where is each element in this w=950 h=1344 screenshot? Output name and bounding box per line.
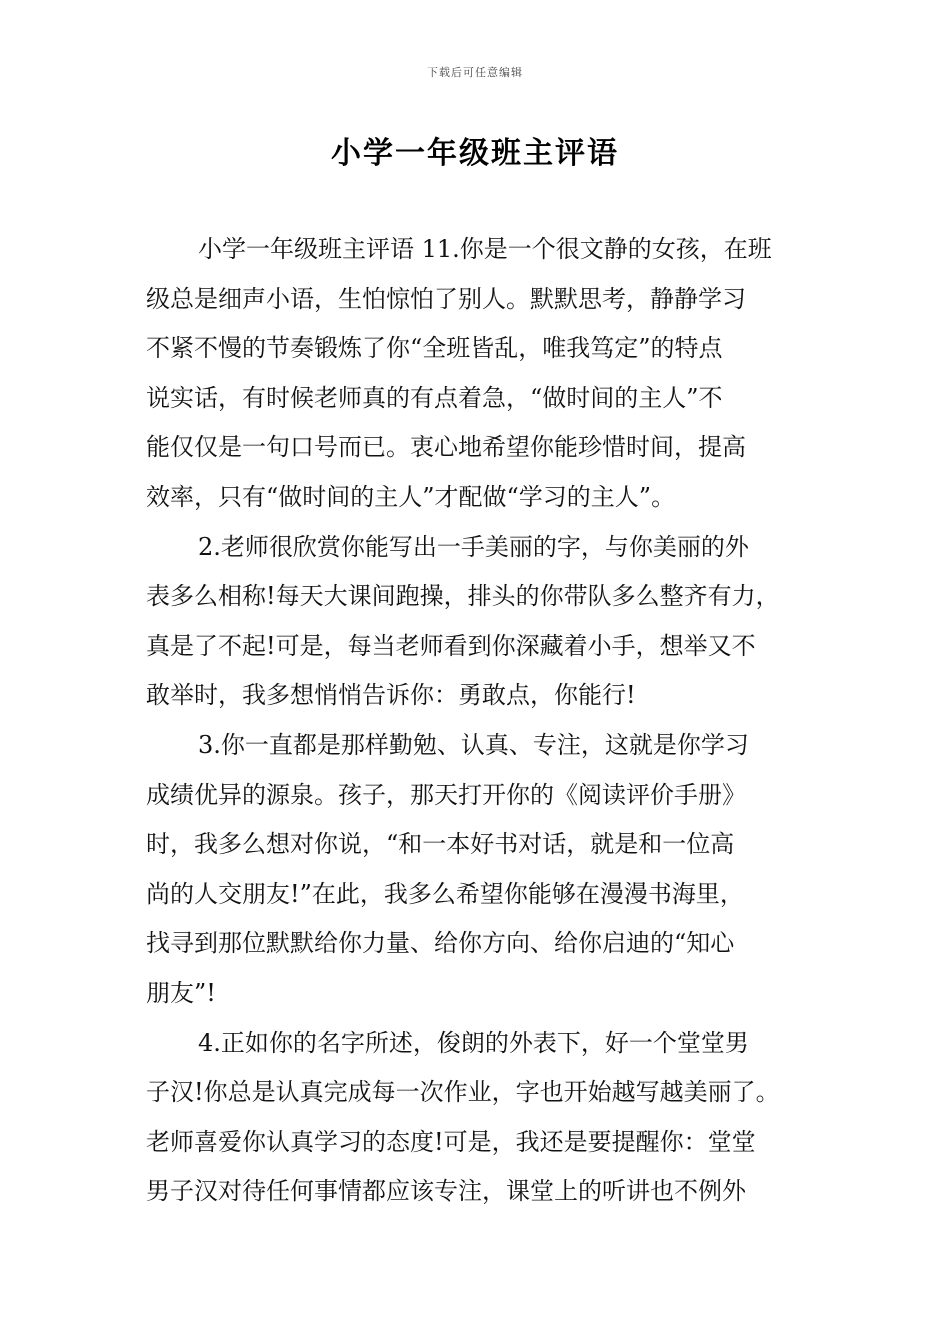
header-note: 下载后可任意编辑: [427, 66, 523, 79]
document-title: 小学一年级班主评语: [331, 136, 619, 171]
text-line: 效率，只有“做时间的主人”才配做“学习的主人”。: [146, 482, 676, 511]
text-line: 敢举时，我多想悄悄告诉你：勇敢点，你能行!: [146, 681, 636, 710]
text-line: 2.老师很欣赏你能写出一手美丽的字，与你美丽的外: [198, 532, 749, 561]
text-line: 不紧不慢的节奏锻炼了你“全班皆乱，唯我笃定”的特点: [146, 334, 723, 363]
text-line: 表多么相称!每天大课间跑操，排头的你带队多么整齐有力，: [146, 582, 780, 611]
text-line: 朋友”!: [146, 978, 216, 1007]
text-line: 4.正如你的名字所述，俊朗的外表下，好一个堂堂男: [198, 1028, 749, 1057]
document-body: [146, 225, 818, 1217]
text-line: 小学一年级班主评语 11.你是一个很文静的女孩，在班: [198, 235, 772, 263]
text-line: 时，我多么想对你说，“和一本好书对话，就是和一位高: [146, 830, 735, 859]
text-line: 3.你一直都是那样勤勉、认真、专注，这就是你学习: [198, 730, 749, 759]
text-line: 子汉!你总是认真完成每一次作业，字也开始越写越美丽了。: [146, 1078, 780, 1107]
text-line: 老师喜爱你认真学习的态度!可是，我还是要提醒你：堂堂: [146, 1127, 756, 1156]
text-line: 尚的人交朋友!”在此，我多么希望你能够在漫漫书海里，: [146, 879, 744, 908]
text-line: 能仅仅是一句口号而已。衷心地希望你能珍惜时间，提高: [146, 433, 746, 462]
text-line: 找寻到那位默默给你力量、给你方向、给你启迪的“知心: [146, 929, 735, 958]
text-line: 男子汉对待任何事情都应该专注，课堂上的听讲也不例外: [146, 1177, 746, 1206]
text-line: 成绩优异的源泉。孩子，那天打开你的《阅读评价手册》: [146, 780, 746, 809]
text-line: 说实话，有时候老师真的有点着急，“做时间的主人”不: [146, 383, 723, 412]
text-line: 真是了不起!可是，每当老师看到你深藏着小手，想举又不: [146, 631, 756, 660]
text-line: 级总是细声小语，生怕惊怕了别人。默默思考，静静学习: [146, 284, 746, 313]
